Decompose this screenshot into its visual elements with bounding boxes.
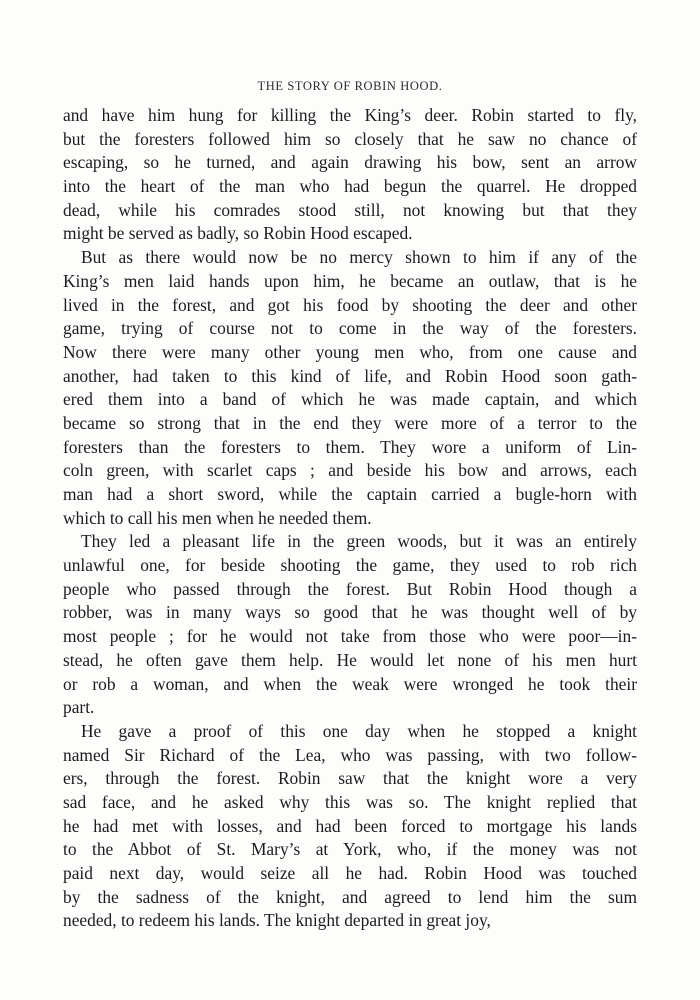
text-line: ered them into a band of which he was made captain, and which <box>63 389 637 410</box>
text-line: Now there were many other young men who, from one cause and <box>63 341 637 362</box>
text-line: part. <box>63 697 95 718</box>
text-line: might be served as badly, so Robin Hood escaped. <box>63 223 413 244</box>
text-line: unlawful one, for beside shooting the game, they used to rob rich <box>63 555 637 576</box>
text-line: coln green, with scarlet caps ; and beside his bow and arrows, each <box>63 460 637 481</box>
text-line: became so strong that in the end they were more of a terror to the <box>63 412 637 433</box>
text-line: or rob a woman, and when the weak were wronged he took their <box>63 673 637 694</box>
text-line: paid next day, would seize all he had. Robin Hood was touched <box>63 863 637 883</box>
paragraph <box>63 530 637 720</box>
text-line: man had a short sword, while the captain carried a bugle-horn with <box>63 484 637 504</box>
text-line: He gave a proof of this one day when he stopped a knight <box>81 720 637 741</box>
text-line: robber, was in many ways so good that he was thought well of by <box>63 602 637 623</box>
paragraph <box>63 720 637 933</box>
text-line: escaping, so he turned, and again drawing his bow, sent an arrow <box>63 152 637 173</box>
body-text <box>63 104 637 933</box>
text-line: people who passed through the forest. But Robin Hood though a <box>63 578 637 599</box>
text-line: by the sadness of the knight, and agreed to lend him the sum <box>63 886 637 907</box>
text-line: named Sir Richard of the Lea, who was passing, with two follow- <box>63 744 637 765</box>
paragraph <box>63 246 637 530</box>
text-line: lived in the forest, and got his food by shooting the deer and other <box>63 294 637 315</box>
text-line: ers, through the forest. Robin saw that the knight wore a very <box>63 768 637 789</box>
text-line: another, had taken to this kind of life, and Robin Hood soon gath- <box>63 365 637 386</box>
text-line: but the foresters followed him so closely that he saw no chance of <box>63 128 637 149</box>
text-line: he had met with losses, and had been forced to mortgage his lands <box>63 815 637 836</box>
text-line: which to call his men when he needed them. <box>63 507 372 528</box>
running-head: THE STORY OF ROBIN HOOD. <box>257 79 443 93</box>
text-line: into the heart of the man who had begun the quarrel. He dropped <box>63 176 637 197</box>
paragraph <box>63 104 637 246</box>
text-line: most people ; for he would not take from those who were poor—in- <box>63 626 637 647</box>
text-line: and have him hung for killing the King’s deer. Robin started to fly, <box>63 105 637 125</box>
text-line: dead, while his comrades stood still, not knowing but that they <box>63 199 637 220</box>
text-line: foresters than the foresters to them. They wore a uniform of Lin- <box>63 436 637 457</box>
text-line: They led a pleasant life in the green woods, but it was an entirely <box>81 531 637 552</box>
text-line: King’s men laid hands upon him, he became an outlaw, that is he <box>63 270 637 291</box>
text-line: But as there would now be no mercy shown to him if any of the <box>81 247 637 268</box>
text-line: needed, to redeem his lands. The knight departed in great joy, <box>63 910 491 931</box>
text-line: game, trying of course not to come in the way of the foresters. <box>63 318 637 339</box>
text-line: to the Abbot of St. Mary’s at York, who, if the money was not <box>63 839 637 860</box>
text-line: stead, he often gave them help. He would let none of his men hurt <box>63 649 637 670</box>
text-line: sad face, and he asked why this was so. The knight replied that <box>63 791 637 812</box>
